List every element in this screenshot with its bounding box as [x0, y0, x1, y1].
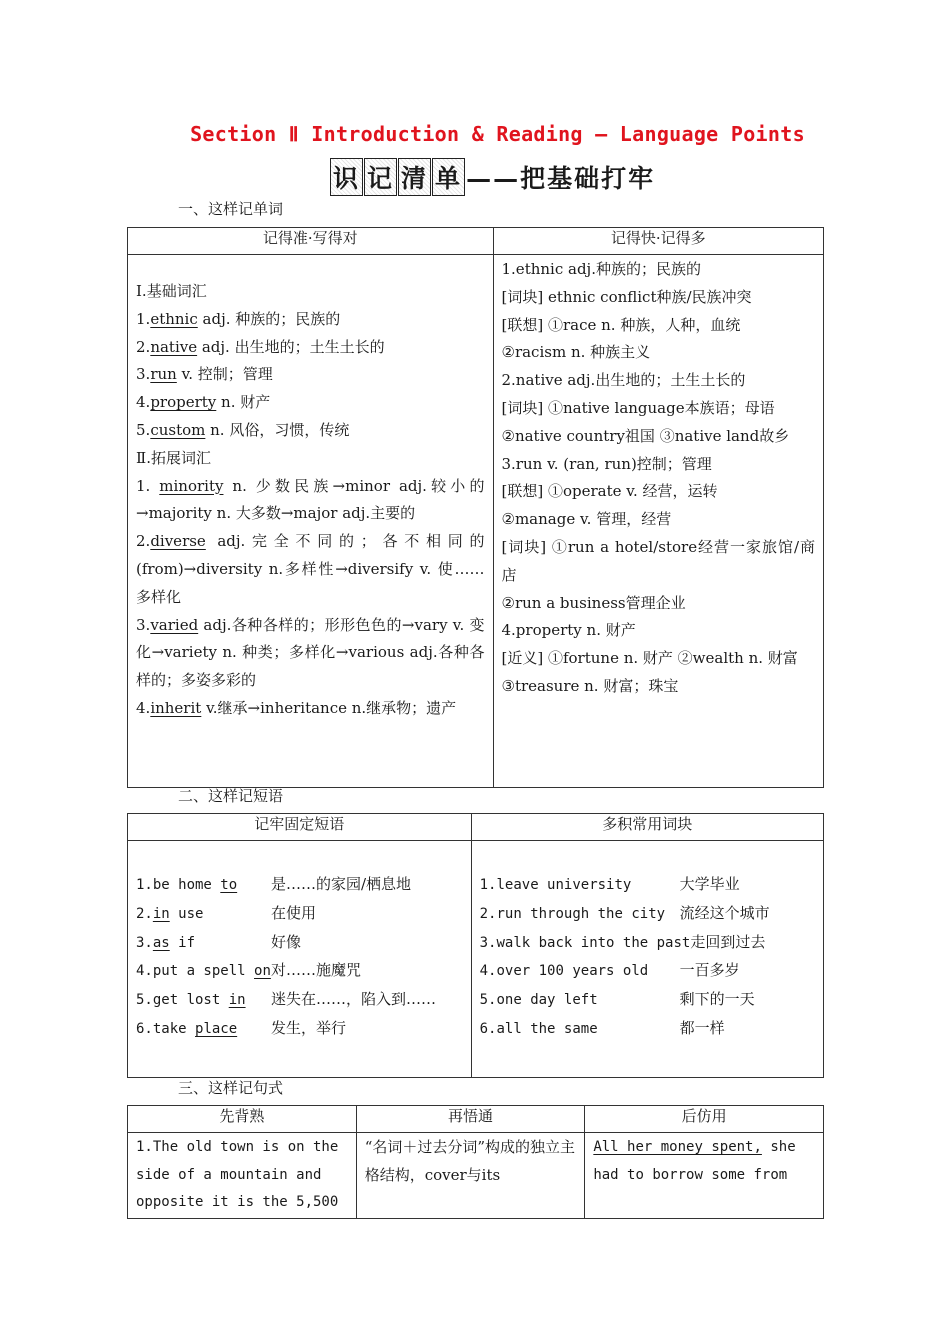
- mnemonic-line: [词块] ethnic conflict种族/民族冲突: [501, 287, 752, 306]
- mnemonic-line: [词块] ①native language本族语；母语: [501, 398, 775, 417]
- section-heading-sentences: 三、这样记句式: [178, 1079, 284, 1097]
- vocab-line: 5.custom n. 风俗，习惯，传统: [136, 420, 350, 439]
- sentence-col-memorize: [128, 1133, 357, 1219]
- fixed-phrase: 5.get lost in 迷失在……，陷入到……: [136, 990, 437, 1009]
- subtitle-char: 识: [330, 158, 363, 196]
- fixed-phrase: 2.in use 在使用: [136, 903, 317, 922]
- mnemonic-line: [词块] ①run a hotel/store经营一家旅馆/商店: [501, 537, 815, 584]
- mnemonic-line: ③treasure n. 财富；珠宝: [501, 676, 679, 695]
- sentence-explanation: “名词＋过去分词”构成的独立主格结构，cover与its: [364, 1138, 576, 1184]
- subtitle-rest: ——把基础打牢: [466, 164, 656, 193]
- subtitle-char: 记: [364, 158, 397, 196]
- mnemonic-line: ②run a business管理企业: [501, 593, 686, 612]
- sentence-col-imitate: [585, 1133, 824, 1219]
- fixed-phrase: 6.take place 发生，举行: [136, 1018, 347, 1037]
- word-chunk: 6.all the same 都一样: [479, 1018, 725, 1037]
- page-title: Section Ⅱ Introduction & Reading — Language Points: [190, 122, 805, 146]
- mnemonic-line: ②native country祖国 ③native land故乡: [501, 426, 790, 445]
- sentence-imitation: [586, 1134, 822, 1189]
- words-right-cell: [493, 255, 824, 788]
- word-chunk: 1.leave university 大学毕业: [479, 875, 740, 893]
- words-left-cell: [128, 255, 494, 788]
- vocab-line: Ⅱ.拓展词汇: [136, 448, 211, 467]
- word-chunk: 2.run through the city 流经这个城市: [479, 903, 770, 922]
- phrases-header-right: 多积常用词块: [471, 814, 823, 841]
- fixed-phrase: 3.as if 好像: [136, 932, 302, 951]
- fixed-phrase: 1.be home to 是……的家园/栖息地: [136, 875, 412, 893]
- mnemonic-line: [联想] ①race n. 种族，人种，血统: [501, 315, 741, 334]
- vocab-line: 2.diverse adj.完全不同的；各不相同的(from)→diversity n.多样性→diversify v. 使……多样化: [136, 532, 485, 606]
- subtitle-char: 清: [398, 158, 431, 196]
- words-header-right: 记得快·记得多: [493, 228, 824, 255]
- sentence-text: 1.The old town is on the side of a mountain and opposite it is the 5,500: [136, 1139, 339, 1210]
- word-chunk: 5.one day left 剩下的一天: [479, 990, 755, 1009]
- page-subtitle: [330, 158, 655, 196]
- vocab-line: Ⅰ.基础词汇: [136, 282, 207, 300]
- vocab-line: 4.property n. 财产: [136, 393, 271, 412]
- mnemonic-line: 3.run v. (ran, run)控制；管理: [501, 454, 712, 473]
- vocab-line: 4.inherit v.继承→inheritance n.继承物；遗产: [136, 698, 457, 717]
- mnemonic-line: 1.ethnic adj.种族的；民族的: [501, 260, 701, 278]
- mnemonic-line: [联想] ①operate v. 经营，运转: [501, 482, 718, 501]
- mnemonic-line: [近义] ①fortune n. 财产 ②wealth n. 财富: [501, 649, 798, 668]
- mnemonic-line: ②manage v. 管理，经营: [501, 510, 672, 529]
- mnemonic-line: ②racism n. 种族主义: [501, 343, 651, 362]
- word-chunk: 4.over 100 years old 一百多岁: [479, 961, 740, 980]
- vocab-line: 1. minority n. 少数民族→minor adj.较小的→majority n. 大多数→major adj.主要的: [136, 476, 485, 523]
- vocab-line: 1.ethnic adj. 种族的；民族的: [136, 309, 341, 328]
- sentence-col-understand: [356, 1133, 585, 1219]
- vocab-line: 2.native adj. 出生地的；土生土长的: [136, 337, 385, 356]
- section-heading-phrases: 二、这样记短语: [178, 787, 284, 805]
- phrases-table: [127, 813, 824, 1078]
- mnemonic-line: 2.native adj.出生地的；土生土长的: [501, 371, 746, 390]
- section-heading-words: 一、这样记单词: [178, 200, 284, 218]
- phrases-right-cell: [471, 841, 823, 1078]
- subtitle-char: 单: [432, 158, 465, 196]
- vocab-line: 3.varied adj.各种各样的；形形色色的→vary v. 变化→variety n. 种类；多样化→various adj.各种各样的；多姿多彩的: [136, 615, 485, 690]
- imitation-rest: she had to borrow some from: [593, 1139, 796, 1183]
- mnemonic-line: 4.property n. 财产: [501, 621, 636, 640]
- sentences-header-2: 再悟通: [356, 1106, 585, 1133]
- words-header-left: 记得准·写得对: [128, 228, 494, 255]
- phrases-header-left: 记牢固定短语: [128, 814, 472, 841]
- fixed-phrase: 4.put a spell on对……施魔咒: [136, 961, 362, 980]
- sentences-header-1: 先背熟: [128, 1106, 357, 1133]
- words-table: [127, 227, 824, 788]
- sentences-header-3: 后仿用: [585, 1106, 824, 1133]
- sentences-table: [127, 1105, 824, 1219]
- phrases-left-cell: [128, 841, 472, 1078]
- imitation-underlined: All her money spent,: [593, 1139, 762, 1155]
- word-chunk: 3.walk back into the past走回到过去: [479, 932, 766, 951]
- vocab-line: 3.run v. 控制；管理: [136, 365, 273, 384]
